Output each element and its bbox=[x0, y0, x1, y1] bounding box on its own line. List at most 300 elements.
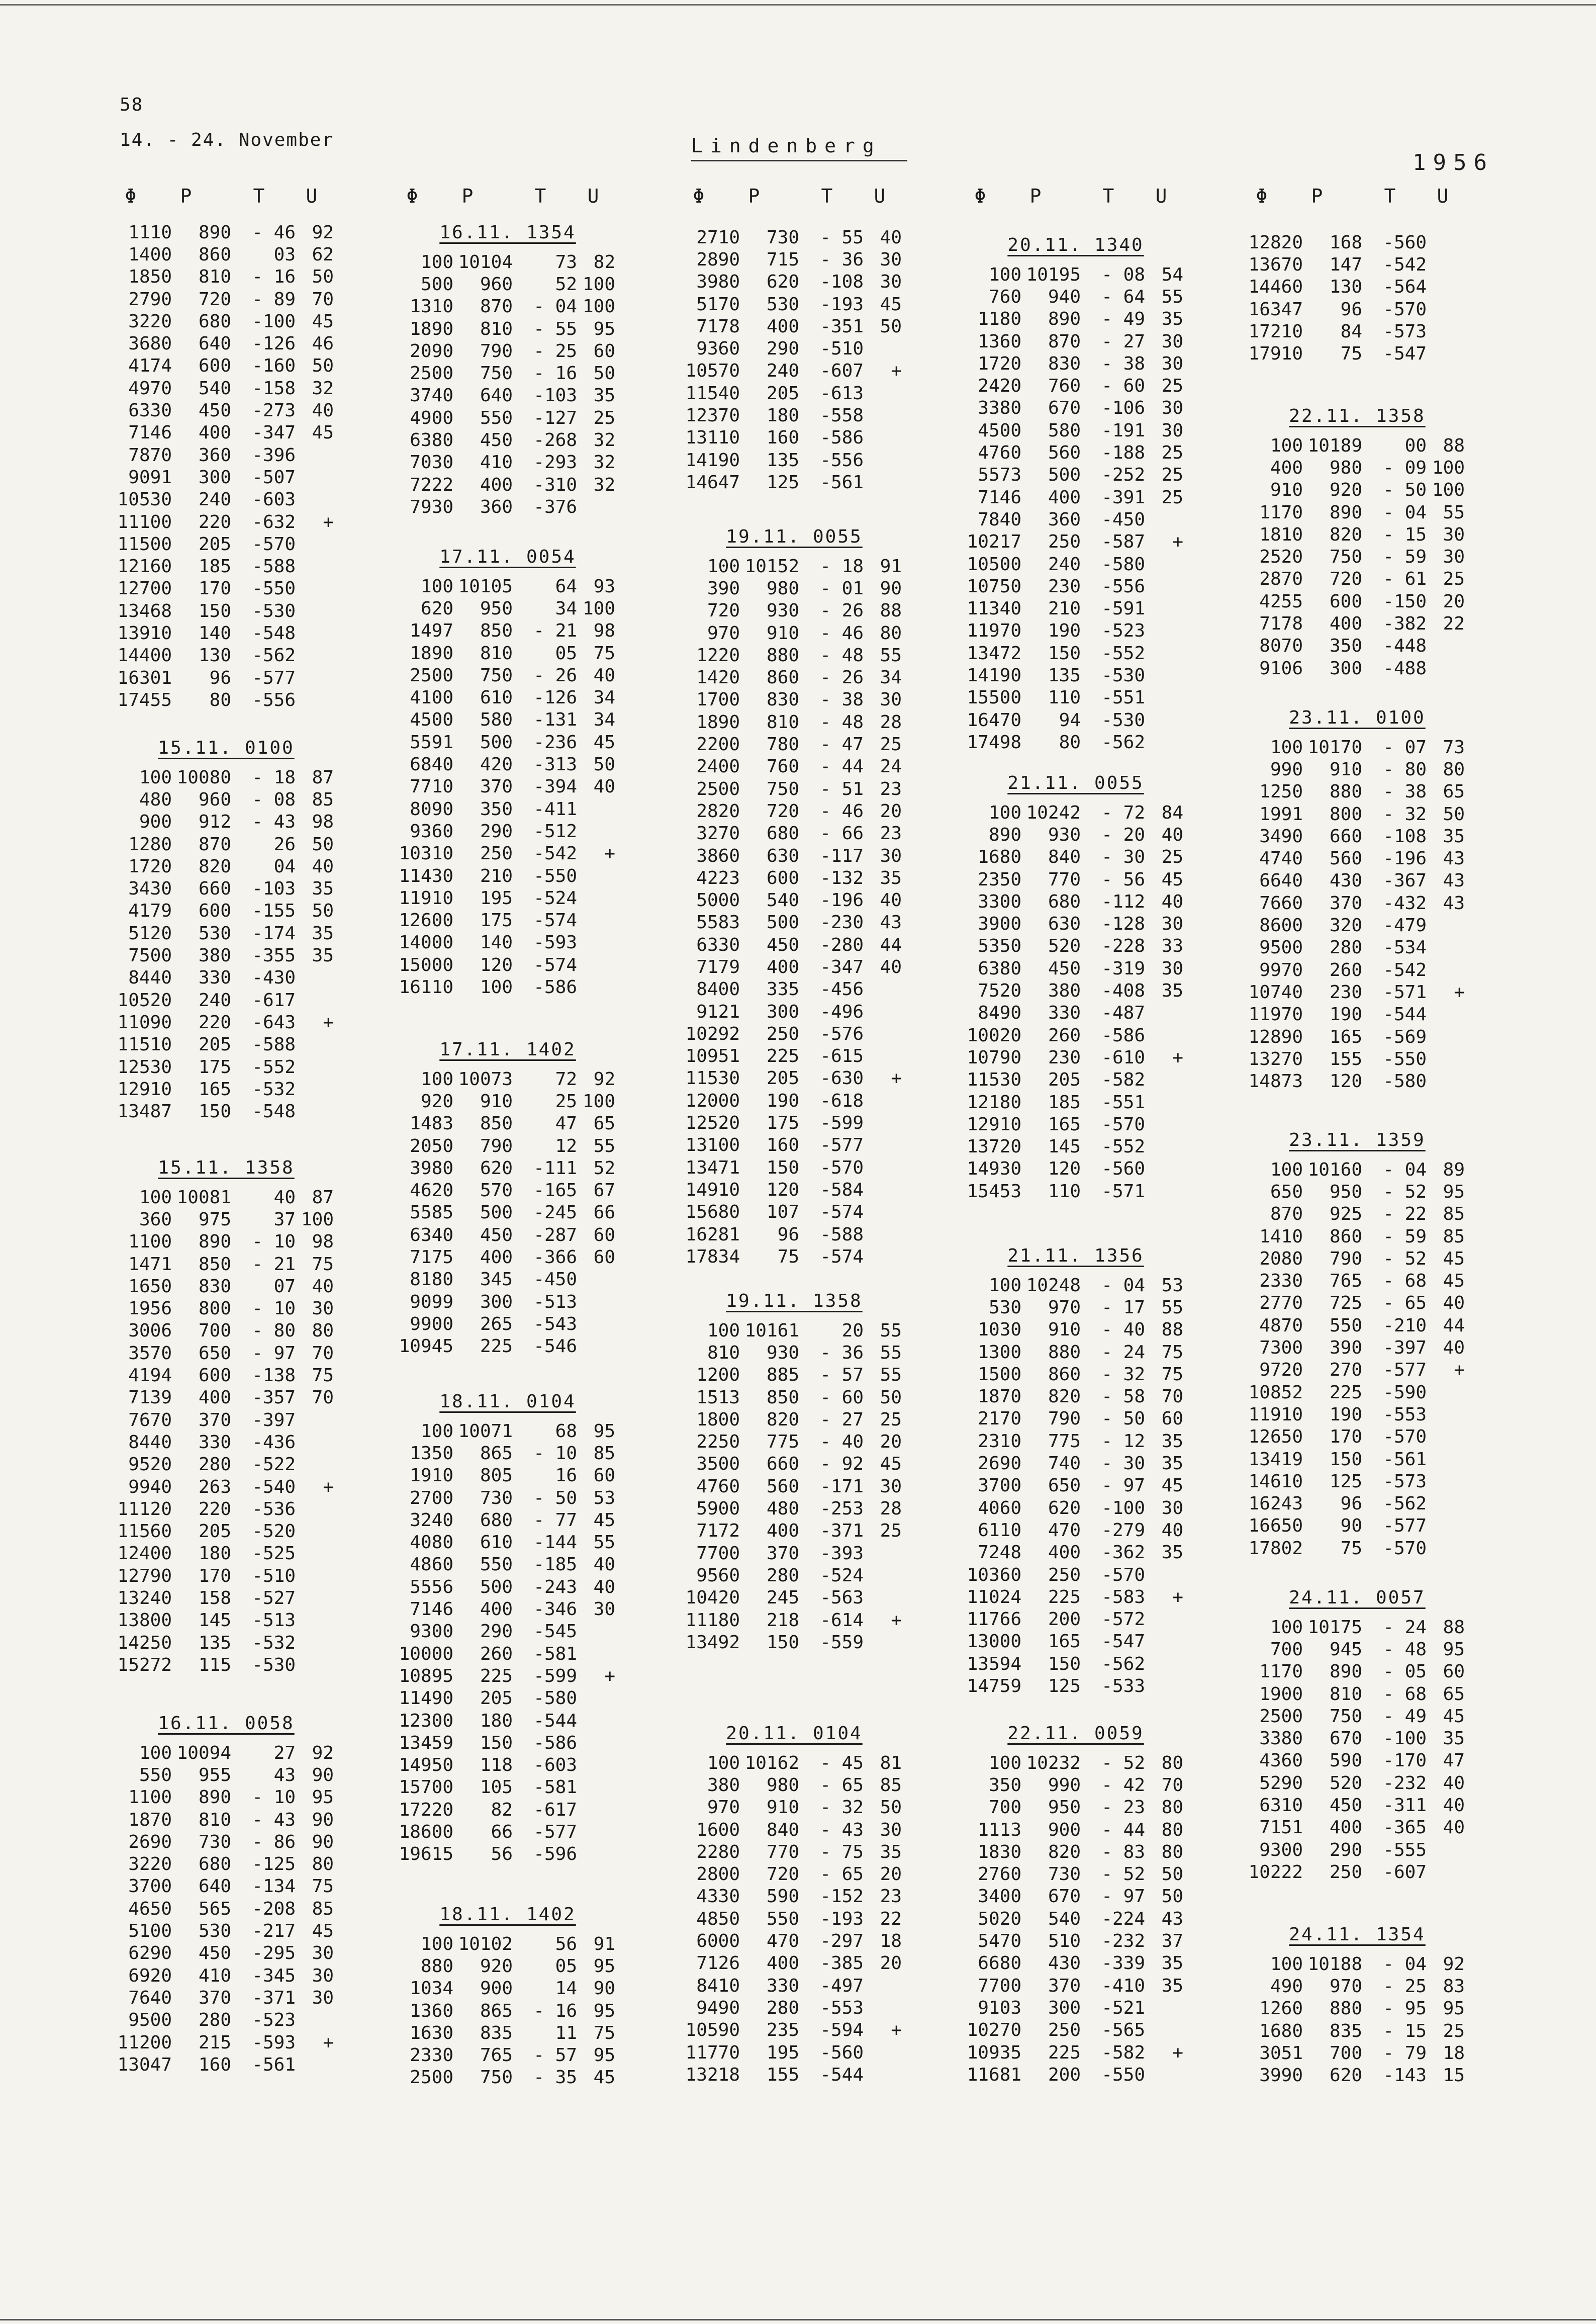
humidity-cell: 30 bbox=[312, 1943, 334, 1964]
pressure-cell: 500 bbox=[480, 1202, 513, 1223]
table-row bbox=[679, 689, 910, 711]
table-row bbox=[679, 934, 910, 956]
altitude-cell: 11024 bbox=[967, 1586, 1021, 1607]
table-row bbox=[960, 553, 1191, 575]
pressure-cell: 205 bbox=[1048, 1069, 1081, 1091]
humidity-cell: 47 bbox=[1443, 1750, 1465, 1771]
pressure-cell: 10170 bbox=[1307, 737, 1362, 758]
pressure-cell: 865 bbox=[480, 1443, 513, 1464]
sounding-date-time: 15.11. 0100 bbox=[158, 738, 295, 758]
temperature-cell: -558 bbox=[820, 405, 864, 426]
humidity-cell: + bbox=[1172, 1047, 1183, 1068]
humidity-cell: 62 bbox=[312, 244, 334, 265]
altitude-cell: 3680 bbox=[128, 333, 172, 354]
temperature-cell: -339 bbox=[1101, 1953, 1145, 1974]
altitude-cell: 1471 bbox=[128, 1254, 172, 1275]
temperature-cell: -548 bbox=[252, 1101, 296, 1122]
pressure-cell: 740 bbox=[1048, 1453, 1081, 1474]
temperature-cell: -571 bbox=[1383, 981, 1427, 1003]
sounding-block bbox=[960, 769, 1191, 1202]
altitude-cell: 1890 bbox=[410, 318, 453, 339]
temperature-cell: -411 bbox=[533, 798, 577, 820]
altitude-cell: 16301 bbox=[117, 667, 172, 688]
humidity-cell: 85 bbox=[1443, 1226, 1465, 1247]
altitude-cell: 14910 bbox=[685, 1179, 740, 1200]
temperature-cell: -588 bbox=[820, 1224, 864, 1245]
pressure-cell: 190 bbox=[1329, 1004, 1362, 1025]
humidity-cell: 88 bbox=[1161, 1319, 1183, 1340]
table-row bbox=[1242, 1381, 1473, 1403]
table-row bbox=[679, 867, 910, 889]
temperature-cell: -479 bbox=[1383, 915, 1427, 936]
altitude-cell: 3220 bbox=[128, 1854, 172, 1875]
humidity-cell: 43 bbox=[1443, 848, 1465, 869]
temperature-cell: -185 bbox=[533, 1554, 577, 1575]
temperature-cell: - 24 bbox=[1383, 1617, 1427, 1638]
humidity-cell: 30 bbox=[593, 1599, 615, 1620]
altitude-cell: 2200 bbox=[696, 734, 740, 755]
altitude-cell: 6290 bbox=[128, 1943, 172, 1964]
pressure-cell: 400 bbox=[1329, 1817, 1362, 1838]
pressure-cell: 590 bbox=[766, 1886, 799, 1907]
pressure-cell: 660 bbox=[766, 1454, 799, 1475]
altitude-cell: 3380 bbox=[1259, 1728, 1303, 1749]
humidity-cell: 95 bbox=[593, 2045, 615, 2066]
humidity-cell: 44 bbox=[880, 934, 902, 955]
altitude-cell: 100 bbox=[420, 1420, 453, 1442]
pressure-cell: 430 bbox=[1048, 1953, 1081, 1974]
temperature-cell: -376 bbox=[533, 496, 577, 517]
table-row bbox=[960, 508, 1191, 530]
pressure-cell: 240 bbox=[1048, 554, 1081, 575]
humidity-cell: 90 bbox=[312, 1831, 334, 1852]
temperature-cell: - 46 bbox=[820, 800, 864, 822]
temperature-cell: -112 bbox=[1101, 891, 1145, 912]
temperature-cell: -132 bbox=[820, 867, 864, 888]
humidity-cell: 25 bbox=[1443, 569, 1465, 590]
humidity-cell: 100 bbox=[1432, 480, 1465, 501]
table-row bbox=[960, 1608, 1191, 1630]
sounding-block bbox=[392, 219, 623, 518]
altitude-cell: 4080 bbox=[410, 1532, 453, 1553]
column-header-row bbox=[679, 181, 910, 211]
pressure-cell: 500 bbox=[766, 912, 799, 933]
temperature-cell: - 43 bbox=[252, 1809, 296, 1830]
pressure-cell: 805 bbox=[480, 1465, 513, 1486]
humidity-cell: 43 bbox=[1161, 1908, 1183, 1929]
temperature-cell: -138 bbox=[252, 1365, 296, 1386]
temperature-cell: - 32 bbox=[1101, 1364, 1145, 1385]
table-row bbox=[679, 404, 910, 426]
humidity-cell: 25 bbox=[593, 407, 615, 428]
pressure-cell: 96 bbox=[1340, 299, 1362, 320]
altitude-cell: 13047 bbox=[117, 2054, 172, 2075]
table-row bbox=[679, 1112, 910, 1134]
altitude-cell: 3300 bbox=[978, 891, 1021, 912]
humidity-cell: 40 bbox=[593, 1576, 615, 1597]
altitude-cell: 700 bbox=[1270, 1639, 1303, 1660]
altitude-cell: 400 bbox=[1270, 457, 1303, 478]
pressure-cell: 10242 bbox=[1026, 802, 1081, 823]
altitude-cell: 9360 bbox=[696, 338, 740, 360]
temperature-cell: -607 bbox=[820, 361, 864, 382]
altitude-cell: 100 bbox=[139, 767, 172, 788]
humidity-cell: 35 bbox=[1443, 826, 1465, 847]
humidity-cell: 75 bbox=[312, 1254, 334, 1275]
altitude-cell: 100 bbox=[1270, 435, 1303, 456]
pressure-cell: 600 bbox=[1329, 591, 1362, 612]
humidity-cell: 35 bbox=[1161, 980, 1183, 1002]
humidity-cell: 45 bbox=[880, 1454, 902, 1475]
humidity-cell: 35 bbox=[1443, 1728, 1465, 1749]
temperature-cell: -108 bbox=[1383, 826, 1427, 847]
humidity-cell: + bbox=[891, 1610, 902, 1631]
humidity-cell: 88 bbox=[880, 600, 902, 621]
table-row bbox=[1242, 959, 1473, 981]
altitude-cell: 12530 bbox=[117, 1056, 172, 1078]
humidity-cell: 30 bbox=[312, 1987, 334, 2008]
table-row bbox=[679, 1067, 910, 1090]
altitude-cell: 100 bbox=[139, 1742, 172, 1763]
altitude-cell: 1513 bbox=[696, 1387, 740, 1408]
humidity-cell: 30 bbox=[880, 845, 902, 866]
altitude-cell: 100 bbox=[988, 802, 1021, 823]
temperature-cell: -547 bbox=[1101, 1631, 1145, 1652]
pressure-cell: 205 bbox=[198, 1521, 231, 1542]
temperature-cell: 25 bbox=[555, 1091, 577, 1112]
pressure-cell: 800 bbox=[1329, 803, 1362, 825]
temperature-cell: -488 bbox=[1383, 658, 1427, 679]
pressure-cell: 980 bbox=[766, 578, 799, 599]
table-row bbox=[960, 597, 1191, 619]
sounding-block bbox=[1242, 1921, 1473, 2087]
data-column-3 bbox=[679, 181, 910, 2085]
table-row bbox=[960, 486, 1191, 508]
altitude-cell: 13459 bbox=[399, 1732, 453, 1753]
altitude-cell: 9300 bbox=[1259, 1839, 1303, 1860]
table-row bbox=[679, 449, 910, 471]
altitude-cell: 10750 bbox=[967, 576, 1021, 597]
pressure-cell: 660 bbox=[198, 878, 231, 900]
temperature-cell: -570 bbox=[820, 1157, 864, 1178]
altitude-cell: 12160 bbox=[117, 556, 172, 577]
altitude-cell: 4760 bbox=[978, 442, 1021, 464]
table-row bbox=[679, 1930, 910, 1952]
temperature-cell: -610 bbox=[1101, 1047, 1145, 1068]
humidity-cell: 100 bbox=[1432, 457, 1465, 478]
humidity-cell: 40 bbox=[880, 956, 902, 977]
temperature-cell: 26 bbox=[273, 834, 296, 855]
table-row bbox=[111, 1275, 342, 1297]
pressure-cell: 105 bbox=[480, 1777, 513, 1798]
pressure-cell: 130 bbox=[1329, 277, 1362, 298]
humidity-cell: 40 bbox=[1443, 1293, 1465, 1314]
pressure-cell: 520 bbox=[1329, 1772, 1362, 1794]
pressure-cell: 930 bbox=[766, 1342, 799, 1363]
table-row bbox=[392, 954, 623, 976]
temperature-cell: 05 bbox=[555, 1955, 577, 1977]
table-row bbox=[392, 909, 623, 931]
altitude-cell: 14190 bbox=[685, 450, 740, 471]
pressure-cell: 890 bbox=[1048, 309, 1081, 330]
pressure-cell: 290 bbox=[1329, 1839, 1362, 1860]
humidity-cell: + bbox=[323, 2032, 334, 2053]
temperature-cell: - 21 bbox=[533, 620, 577, 642]
altitude-cell: 1500 bbox=[978, 1364, 1021, 1385]
table-row bbox=[392, 2000, 623, 2022]
pressure-cell: 790 bbox=[1329, 1248, 1362, 1269]
temperature-cell: 52 bbox=[555, 274, 577, 295]
table-row bbox=[679, 1908, 910, 1930]
humidity-cell: 28 bbox=[880, 1498, 902, 1519]
humidity-cell: 40 bbox=[1161, 891, 1183, 912]
table-row bbox=[960, 1564, 1191, 1586]
humidity-cell: 50 bbox=[1161, 1886, 1183, 1907]
header-phi: Φ bbox=[1256, 185, 1268, 207]
table-row bbox=[960, 419, 1191, 441]
altitude-cell: 11120 bbox=[117, 1498, 172, 1519]
humidity-cell: 40 bbox=[593, 665, 615, 686]
humidity-cell: 92 bbox=[312, 1742, 334, 1763]
pressure-cell: 870 bbox=[198, 834, 231, 855]
altitude-cell: 7146 bbox=[128, 422, 172, 443]
humidity-cell: 43 bbox=[880, 912, 902, 933]
sounding-date-time: 22.11. 1358 bbox=[1289, 406, 1426, 426]
altitude-cell: 12700 bbox=[117, 578, 172, 599]
temperature-cell: -391 bbox=[1101, 487, 1145, 508]
altitude-cell: 13487 bbox=[117, 1101, 172, 1122]
table-row bbox=[111, 1632, 342, 1654]
table-row bbox=[1242, 1048, 1473, 1070]
temperature-cell: -574 bbox=[533, 910, 577, 931]
temperature-cell: - 05 bbox=[1383, 1661, 1427, 1682]
temperature-cell: -126 bbox=[252, 333, 296, 354]
humidity-cell: 54 bbox=[1161, 264, 1183, 285]
temperature-cell: -532 bbox=[252, 1079, 296, 1100]
temperature-cell: -581 bbox=[533, 1643, 577, 1664]
altitude-cell: 13471 bbox=[685, 1157, 740, 1178]
temperature-cell: - 50 bbox=[1383, 480, 1427, 501]
humidity-cell: 80 bbox=[1161, 1819, 1183, 1840]
humidity-cell: + bbox=[1454, 1360, 1465, 1381]
pressure-cell: 125 bbox=[1329, 1471, 1362, 1492]
temperature-cell: -408 bbox=[1101, 980, 1145, 1002]
pressure-cell: 810 bbox=[198, 1809, 231, 1830]
pressure-cell: 725 bbox=[1329, 1293, 1362, 1314]
altitude-cell: 12890 bbox=[1248, 1026, 1303, 1047]
table-row bbox=[960, 731, 1191, 753]
sounding-date-time: 19.11. 1358 bbox=[726, 1291, 863, 1311]
altitude-cell: 12400 bbox=[117, 1543, 172, 1564]
humidity-cell: 87 bbox=[312, 767, 334, 788]
table-row bbox=[1242, 1705, 1473, 1727]
table-row bbox=[679, 600, 910, 622]
altitude-cell: 700 bbox=[988, 1797, 1021, 1818]
pressure-cell: 180 bbox=[198, 1543, 231, 1564]
humidity-cell: 25 bbox=[1161, 376, 1183, 397]
table-row bbox=[392, 429, 623, 451]
humidity-cell: 83 bbox=[1443, 1976, 1465, 1997]
temperature-cell: -552 bbox=[252, 1056, 296, 1078]
humidity-cell: 45 bbox=[593, 732, 615, 753]
altitude-cell: 880 bbox=[420, 1955, 453, 1977]
pressure-cell: 880 bbox=[766, 645, 799, 666]
sounding-block bbox=[679, 226, 910, 494]
humidity-cell: 40 bbox=[880, 890, 902, 911]
humidity-cell: 50 bbox=[880, 1797, 902, 1818]
temperature-cell: -103 bbox=[533, 385, 577, 406]
pressure-cell: 160 bbox=[766, 1135, 799, 1156]
altitude-cell: 16110 bbox=[399, 976, 453, 998]
table-row bbox=[1242, 1247, 1473, 1270]
table-row bbox=[1242, 1359, 1473, 1381]
temperature-cell: -279 bbox=[1101, 1519, 1145, 1541]
table-row bbox=[111, 1987, 342, 2009]
humidity-cell: 66 bbox=[593, 1202, 615, 1223]
pressure-cell: 80 bbox=[209, 689, 231, 710]
temperature-cell: - 79 bbox=[1383, 2042, 1427, 2064]
table-row bbox=[1242, 1817, 1473, 1839]
altitude-cell: 10310 bbox=[399, 843, 453, 864]
table-row bbox=[1242, 590, 1473, 612]
humidity-cell: 85 bbox=[312, 1898, 334, 1919]
temperature-cell: -170 bbox=[1383, 1750, 1427, 1771]
temperature-cell: - 32 bbox=[820, 1797, 864, 1818]
altitude-cell: 1034 bbox=[410, 1978, 453, 1999]
temperature-cell: -382 bbox=[1383, 613, 1427, 635]
temperature-cell: -365 bbox=[1383, 1817, 1427, 1838]
pressure-cell: 820 bbox=[1048, 1386, 1081, 1407]
table-row bbox=[679, 360, 910, 382]
pressure-cell: 10232 bbox=[1026, 1752, 1081, 1773]
temperature-cell: -513 bbox=[252, 1610, 296, 1631]
pressure-cell: 270 bbox=[1329, 1360, 1362, 1381]
pressure-cell: 150 bbox=[1048, 1653, 1081, 1674]
altitude-cell: 7700 bbox=[696, 1543, 740, 1564]
table-row bbox=[111, 1853, 342, 1875]
humidity-cell: 25 bbox=[1161, 487, 1183, 508]
pressure-cell: 840 bbox=[766, 1819, 799, 1840]
humidity-cell: 88 bbox=[1443, 1617, 1465, 1638]
altitude-cell: 3006 bbox=[128, 1320, 172, 1342]
humidity-cell: 40 bbox=[1161, 824, 1183, 845]
table-row bbox=[960, 801, 1191, 824]
sounding-block bbox=[1242, 402, 1473, 679]
humidity-cell: 82 bbox=[593, 251, 615, 273]
table-row bbox=[392, 318, 623, 340]
table-row bbox=[1242, 523, 1473, 546]
table-row bbox=[679, 248, 910, 271]
sounding-date-time: 18.11. 1402 bbox=[439, 1904, 576, 1925]
temperature-cell: -371 bbox=[252, 1987, 296, 2008]
table-row bbox=[392, 865, 623, 887]
temperature-cell: -603 bbox=[252, 489, 296, 510]
humidity-cell: 25 bbox=[1161, 442, 1183, 464]
table-row bbox=[111, 1364, 342, 1386]
humidity-cell: 60 bbox=[1443, 1661, 1465, 1682]
pressure-cell: 190 bbox=[1329, 1404, 1362, 1425]
pressure-cell: 850 bbox=[766, 1387, 799, 1408]
altitude-cell: 13800 bbox=[117, 1610, 172, 1631]
temperature-cell: - 42 bbox=[1101, 1774, 1145, 1796]
table-row bbox=[960, 1385, 1191, 1407]
temperature-cell: - 09 bbox=[1383, 457, 1427, 478]
table-row bbox=[111, 600, 342, 622]
data-column-5 bbox=[1242, 181, 1473, 2086]
pressure-cell: 263 bbox=[198, 1476, 231, 1497]
temperature-cell: -497 bbox=[820, 1975, 864, 1996]
table-row bbox=[111, 533, 342, 555]
table-row bbox=[392, 251, 623, 273]
temperature-cell: - 26 bbox=[533, 665, 577, 686]
temperature-cell: -346 bbox=[533, 1599, 577, 1620]
table-row bbox=[392, 2022, 623, 2044]
pressure-cell: 720 bbox=[766, 800, 799, 822]
altitude-cell: 9106 bbox=[1259, 658, 1303, 679]
altitude-cell: 5100 bbox=[128, 1921, 172, 1942]
altitude-cell: 2500 bbox=[410, 2067, 453, 2088]
altitude-cell: 2080 bbox=[1259, 1248, 1303, 1269]
pressure-cell: 180 bbox=[766, 405, 799, 426]
altitude-cell: 1680 bbox=[978, 847, 1021, 868]
table-row bbox=[679, 1364, 910, 1386]
table-row bbox=[392, 273, 623, 295]
pressure-cell: 610 bbox=[480, 1532, 513, 1553]
table-row bbox=[960, 286, 1191, 308]
temperature-cell: -582 bbox=[1101, 2042, 1145, 2063]
altitude-cell: 5470 bbox=[978, 1931, 1021, 1952]
temperature-cell: -273 bbox=[252, 400, 296, 421]
pressure-cell: 550 bbox=[1329, 1315, 1362, 1336]
pressure-cell: 10162 bbox=[744, 1752, 799, 1773]
pressure-cell: 10094 bbox=[176, 1742, 231, 1763]
temperature-cell: -607 bbox=[1383, 1861, 1427, 1883]
table-row bbox=[392, 1179, 623, 1201]
altitude-cell: 8410 bbox=[696, 1975, 740, 1996]
pressure-cell: 580 bbox=[480, 709, 513, 731]
altitude-cell: 2770 bbox=[1259, 1293, 1303, 1314]
altitude-cell: 9520 bbox=[128, 1454, 172, 1475]
table-row bbox=[111, 1100, 342, 1122]
humidity-cell: 55 bbox=[1161, 1297, 1183, 1318]
temperature-cell: -513 bbox=[533, 1291, 577, 1312]
temperature-cell: 37 bbox=[273, 1209, 296, 1230]
humidity-cell: 23 bbox=[880, 1886, 902, 1907]
table-row bbox=[392, 1821, 623, 1843]
temperature-cell: -523 bbox=[1101, 620, 1145, 642]
pressure-cell: 890 bbox=[1329, 502, 1362, 523]
altitude-cell: 12600 bbox=[399, 910, 453, 931]
temperature-cell: - 46 bbox=[252, 222, 296, 243]
temperature-cell: -562 bbox=[252, 645, 296, 666]
table-row bbox=[1242, 1426, 1473, 1448]
humidity-cell: 95 bbox=[593, 1420, 615, 1442]
humidity-cell: 30 bbox=[880, 689, 902, 710]
temperature-cell: -171 bbox=[820, 1476, 864, 1497]
temperature-cell: -232 bbox=[1101, 1931, 1145, 1952]
temperature-cell: -436 bbox=[252, 1432, 296, 1453]
temperature-cell: -210 bbox=[1383, 1315, 1427, 1336]
altitude-cell: 11200 bbox=[117, 2032, 172, 2053]
pressure-cell: 910 bbox=[480, 1091, 513, 1112]
pressure-cell: 750 bbox=[1329, 547, 1362, 568]
humidity-cell: 98 bbox=[312, 1231, 334, 1253]
temperature-cell: - 16 bbox=[252, 266, 296, 288]
humidity-cell: 80 bbox=[1161, 1752, 1183, 1773]
altitude-cell: 13270 bbox=[1248, 1048, 1303, 1069]
table-row bbox=[960, 2064, 1191, 2086]
temperature-cell: - 15 bbox=[1383, 2020, 1427, 2041]
